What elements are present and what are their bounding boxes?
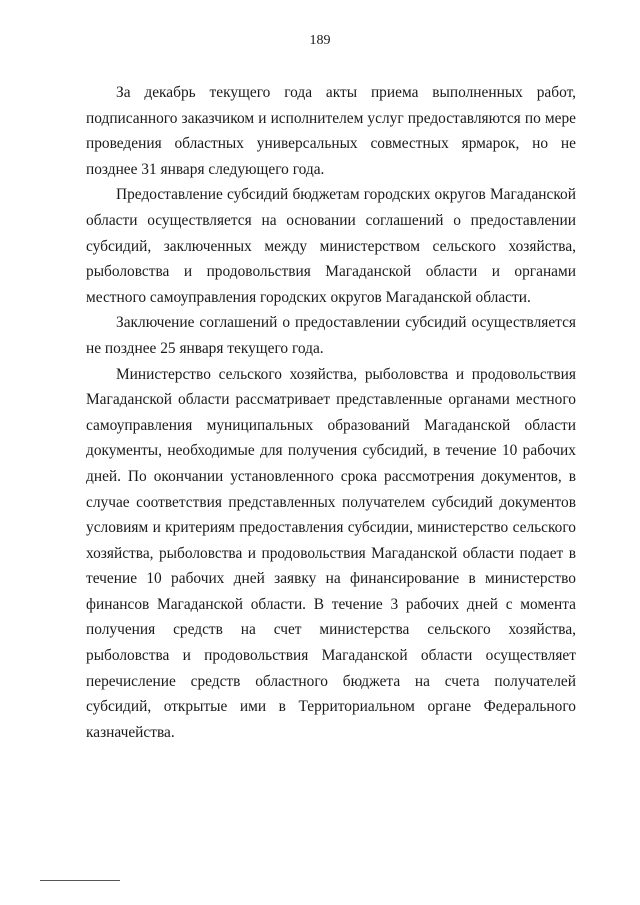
paragraph-agreement-deadline: Заключение соглашений о предоставлении субсидий осуществляется не позднее 25 января текущего года.: [86, 314, 576, 357]
paragraph-subsidy-provision: Предоставление субсидий бюджетам городских округов Магаданской области осуществляется на основании соглашений о предоставлении субсидий, заключенных между министерством сельского хозяйства, рыболовства и продовольствия Магаданской области и органами местного самоуправления городских округов Магаданской области.: [86, 186, 576, 306]
paragraph-ministry-review: Министерство сельского хозяйства, рыболовства и продовольствия Магаданской области рассматривает представленные органами местного самоуправления муниципальных образований Магаданской области документы, необходимые для получения субсидий, в течение 10 рабочих дней. По окончании установленного срока рассмотрения документов, в случае соответствия представленных получателем субсидий документов условиям и критериям предоставления субсидии, министерство сельского хозяйства, рыболовства и продовольствия Магаданской области подает в течение 10 рабочих дней заявку на финансирование в министерство финансов Магаданской области. В течение 3 рабочих дней с момента получения средств на счет министерства сельского хозяйства, рыболовства и продовольствия Магаданской области осуществляет перечисление средств областного бюджета на счета получателей субсидий, открытые ими в Территориальном органе Федерального казначейства.: [86, 365, 576, 741]
document-body: [86, 80, 576, 745]
paragraph-december-acts: За декабрь текущего года акты приема выполненных работ, подписанного заказчиком и исполнителем услуг предоставляются по мере проведения областных универсальных совместных ярмарок, но не позднее 31 января следующего года.: [86, 84, 576, 178]
page-number: 189: [309, 33, 331, 48]
footer-divider: [40, 880, 120, 881]
